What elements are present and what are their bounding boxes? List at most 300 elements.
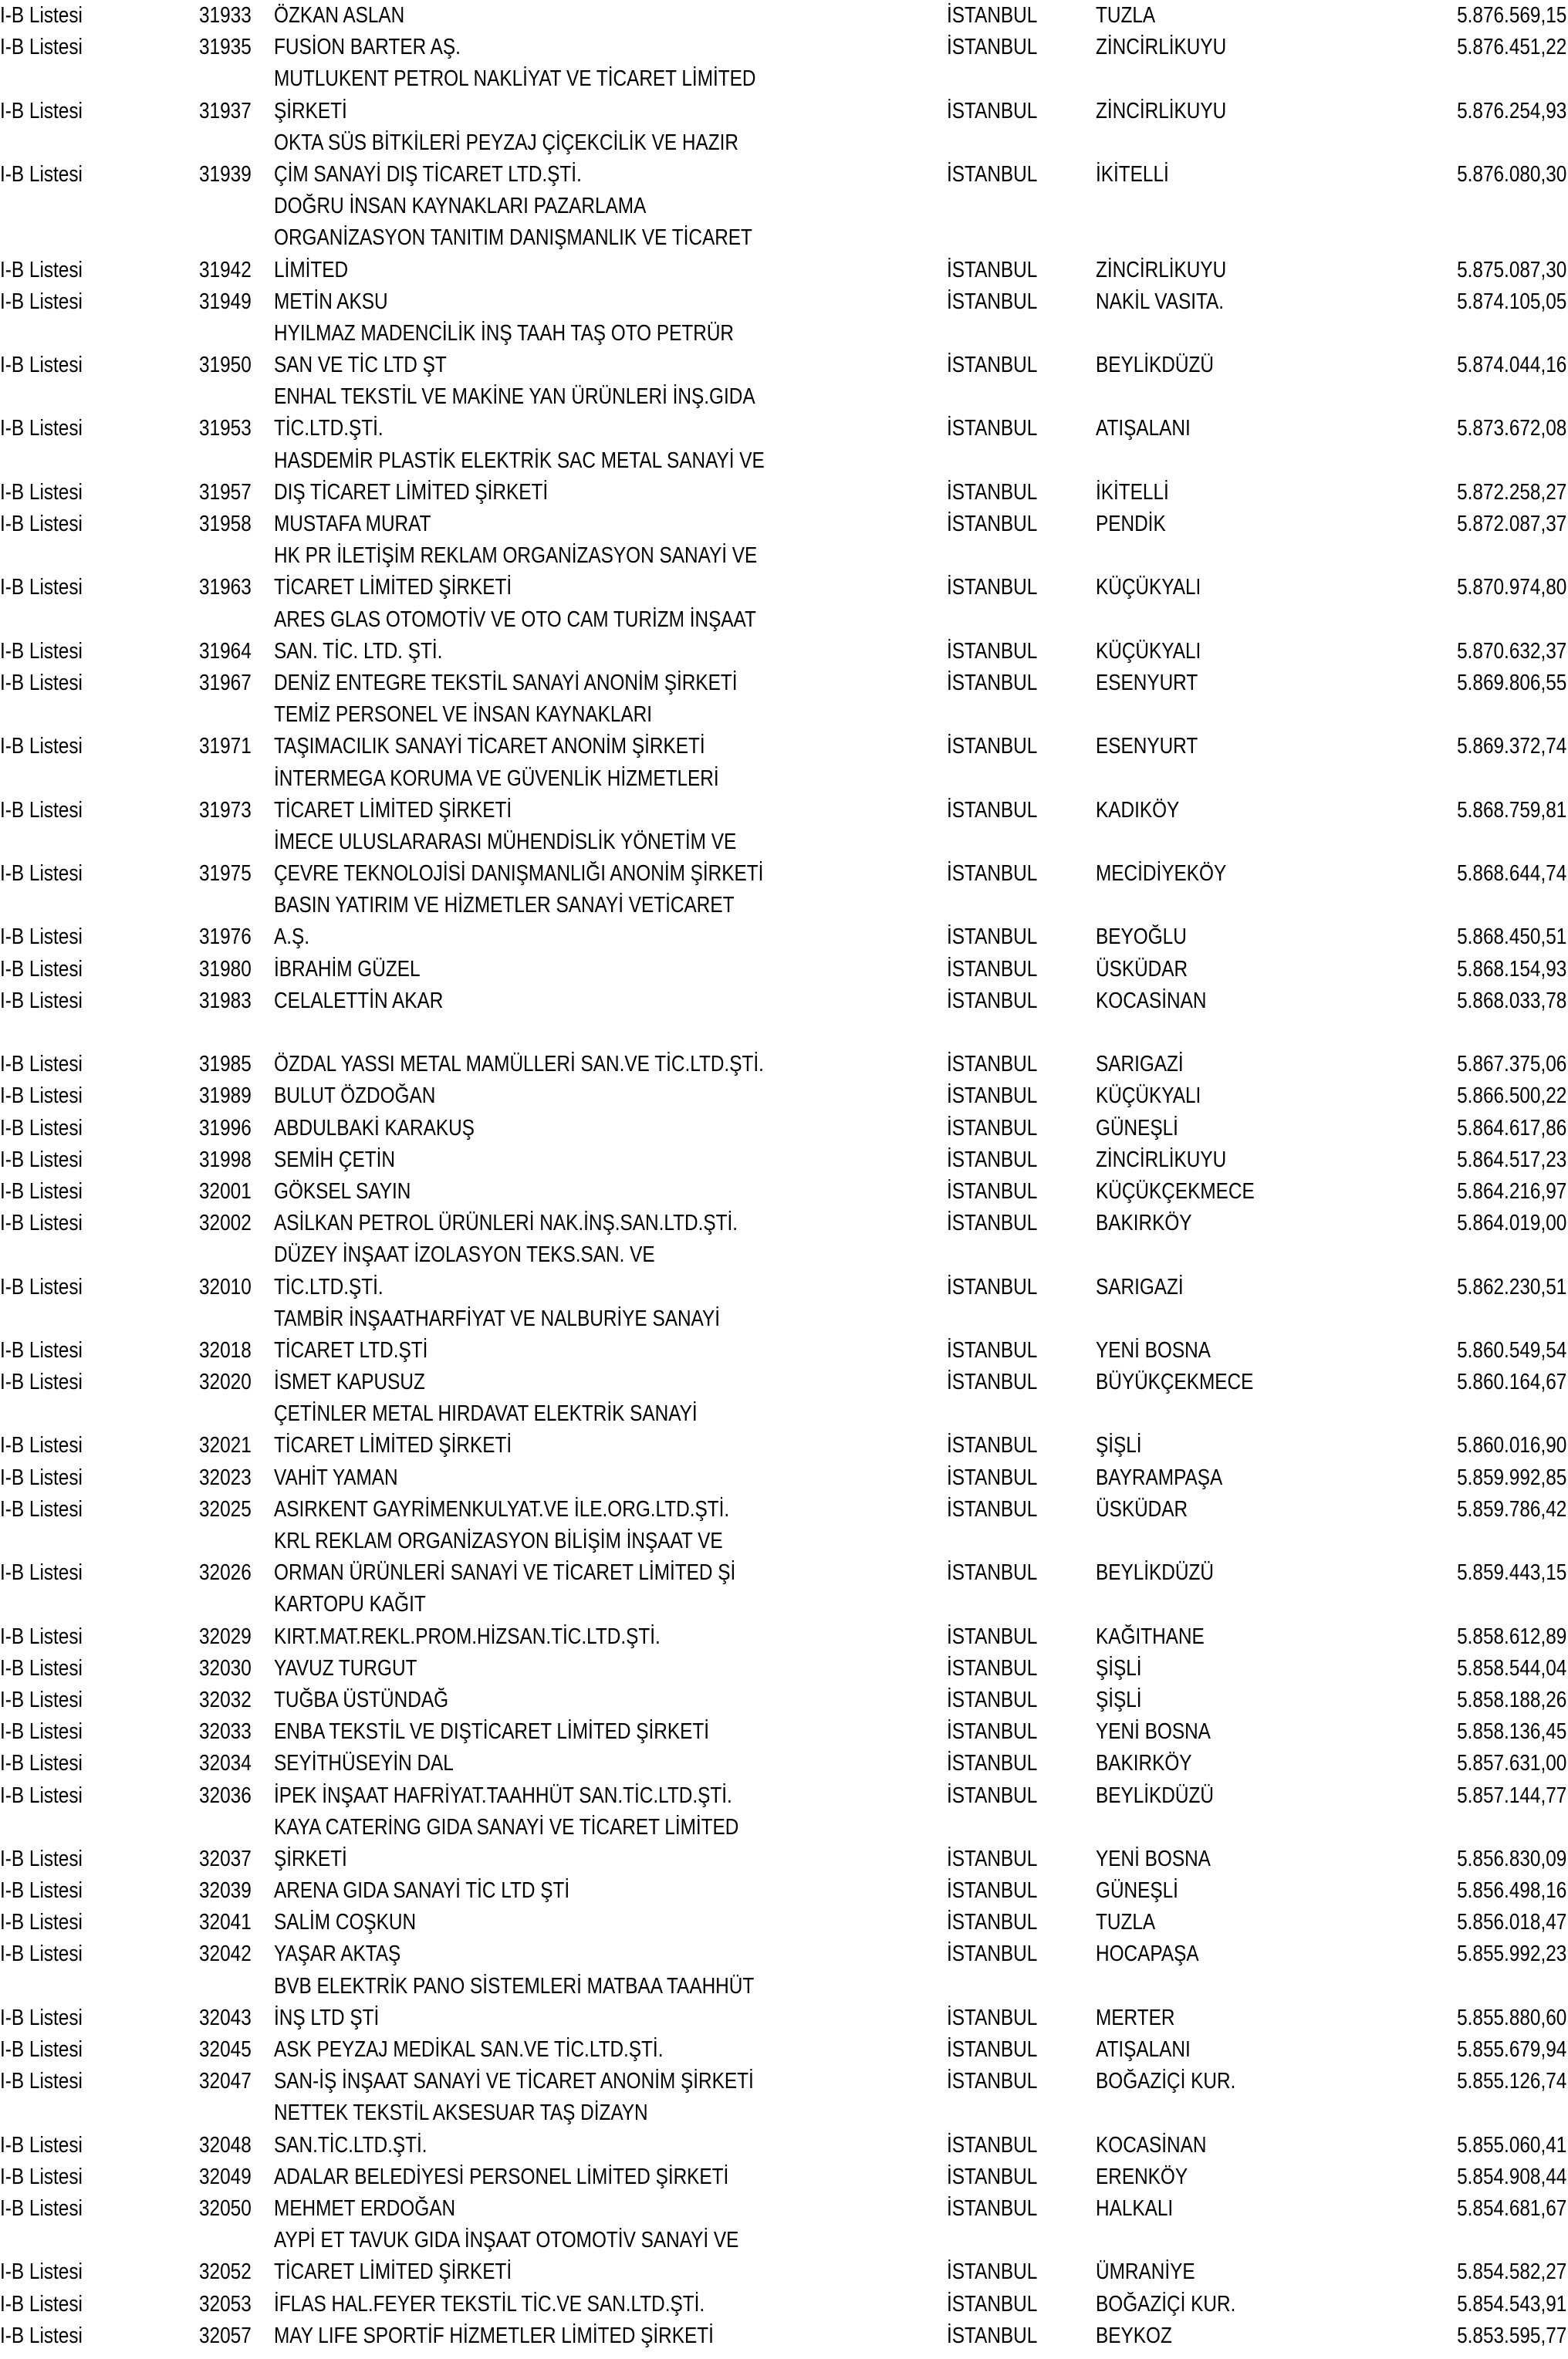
list-label: I-B Listesi: [0, 2037, 83, 2062]
table-row: [0, 540, 1568, 603]
record-main-line: [0, 286, 1568, 318]
record-main-line: [0, 2130, 1568, 2161]
record-number: 31976: [199, 924, 252, 950]
company-name: SAN.TİC.LTD.ŞTİ.: [274, 2132, 427, 2158]
company-name: DENİZ ENTEGRE TEKSTİL SANAYİ ANONİM ŞİRKETİ: [274, 670, 738, 695]
table-row: [0, 445, 1568, 509]
list-label: I-B Listesi: [0, 1751, 83, 1776]
list-label: I-B Listesi: [0, 988, 83, 1013]
city: İSTANBUL: [947, 1147, 1038, 1172]
record-main-line: [0, 0, 1568, 32]
record-main-line: [0, 1875, 1568, 1907]
city: İSTANBUL: [947, 2259, 1038, 2285]
list-label: I-B Listesi: [0, 2323, 83, 2348]
district: BÜYÜKÇEKMECE: [1096, 1370, 1254, 1395]
record-main-line: [0, 858, 1568, 890]
city: İSTANBUL: [947, 1751, 1038, 1776]
record-main-line: [0, 1748, 1568, 1779]
district: BEYLİKDÜZÜ: [1096, 353, 1214, 378]
company-name-continuation: [0, 1239, 1568, 1271]
record-number: 32043: [199, 2005, 252, 2030]
record-number: 31996: [199, 1115, 252, 1141]
record-number: 32036: [199, 1783, 252, 1808]
list-label: I-B Listesi: [0, 2005, 83, 2030]
company-name-part: İNTERMEGA KORUMA VE GÜVENLİK HİZMETLERİ: [274, 765, 719, 791]
record-number: 31933: [199, 3, 252, 28]
company-name: MEHMET ERDOĞAN: [274, 2195, 456, 2221]
record-number: 32018: [199, 1337, 252, 1363]
list-label: I-B Listesi: [0, 416, 83, 441]
list-label: I-B Listesi: [0, 512, 83, 536]
list-label: I-B Listesi: [0, 1942, 83, 1967]
record-number: 32026: [199, 1560, 252, 1586]
list-label: I-B Listesi: [0, 734, 83, 759]
table-row: [0, 1938, 1568, 1970]
record-number: 31971: [199, 734, 252, 759]
table-row: [0, 1303, 1568, 1367]
record-main-line: [0, 1462, 1568, 1494]
table-row: [0, 699, 1568, 762]
list-label: I-B Listesi: [0, 1115, 83, 1141]
amount: 5.860.164,67: [1456, 1370, 1566, 1395]
record-main-line: [0, 572, 1568, 603]
record-main-line: [0, 1557, 1568, 1589]
district: ATIŞALANI: [1096, 416, 1191, 441]
district: TUZLA: [1096, 1910, 1156, 1935]
company-name-continuation: [0, 1526, 1568, 1557]
table-row: [0, 2034, 1568, 2066]
table-row: [0, 1367, 1568, 1398]
list-label: I-B Listesi: [0, 1624, 83, 1649]
city: İSTANBUL: [947, 353, 1038, 378]
company-name-part: ARES GLAS OTOMOTİV VE OTO CAM TURİZM İNŞAAT: [274, 607, 756, 632]
list-label: I-B Listesi: [0, 257, 83, 282]
district: SARIGAZİ: [1096, 1274, 1184, 1299]
city: İSTANBUL: [947, 416, 1038, 441]
list-label: I-B Listesi: [0, 670, 83, 695]
record-number: 32049: [199, 2164, 252, 2189]
city: İSTANBUL: [947, 1337, 1038, 1363]
company-name: A.Ş.: [274, 924, 310, 950]
city: İSTANBUL: [947, 2164, 1038, 2189]
table-row: [0, 1494, 1568, 1526]
city: İSTANBUL: [947, 3, 1038, 28]
company-name-continuation: [0, 1589, 1568, 1621]
table-row: [0, 1812, 1568, 1875]
list-label: I-B Listesi: [0, 98, 83, 123]
city: İSTANBUL: [947, 35, 1038, 60]
company-name-part: OKTA SÜS BİTKİLERİ PEYZAJ ÇİÇEKCİLİK VE HAZIR: [274, 130, 738, 155]
city: İSTANBUL: [947, 2291, 1038, 2317]
record-main-line: [0, 636, 1568, 667]
city: İSTANBUL: [947, 1846, 1038, 1871]
amount: 5.864.019,00: [1456, 1211, 1566, 1236]
company-name: ŞİRKETİ: [274, 1846, 347, 1871]
table-row: [0, 1239, 1568, 1303]
record-main-line: [0, 921, 1568, 953]
district: BAYRAMPAŞA: [1096, 1465, 1223, 1490]
list-label: I-B Listesi: [0, 1337, 83, 1363]
table-row: [0, 1685, 1568, 1716]
record-number: 31937: [199, 98, 252, 123]
record-number: 32021: [199, 1433, 252, 1458]
company-name: ORMAN ÜRÜNLERİ SANAYİ VE TİCARET LİMİTED Şİ: [274, 1560, 736, 1586]
list-label: I-B Listesi: [0, 1719, 83, 1745]
list-label: I-B Listesi: [0, 1433, 83, 1458]
company-name: LİMİTED: [274, 257, 349, 282]
district: KADIKÖY: [1096, 797, 1180, 823]
city: İSTANBUL: [947, 1783, 1038, 1808]
table-row: [0, 1398, 1568, 1462]
record-main-line: [0, 1780, 1568, 1812]
city: İSTANBUL: [947, 1465, 1038, 1490]
table-row: [0, 1526, 1568, 1589]
company-name: ENBA TEKSTİL VE DIŞTİCARET LİMİTED ŞİRKETİ: [274, 1719, 710, 1745]
record-number: 32029: [199, 1624, 252, 1649]
company-name-continuation: [0, 2225, 1568, 2256]
record-main-line: [0, 985, 1568, 1017]
amount: 5.876.569,15: [1456, 3, 1566, 28]
district: ÜSKÜDAR: [1096, 1496, 1188, 1522]
amount: 5.874.105,05: [1456, 289, 1566, 314]
company-name: TİCARET LİMİTED ŞİRKETİ: [274, 1433, 512, 1458]
city: İSTANBUL: [947, 1274, 1038, 1299]
table-row: [0, 1462, 1568, 1494]
table-row: [0, 1875, 1568, 1907]
amount: 5.864.517,23: [1456, 1147, 1566, 1172]
record-number: 31989: [199, 1083, 252, 1109]
district: ÜMRANİYE: [1096, 2259, 1195, 2285]
amount: 5.860.016,90: [1456, 1433, 1566, 1458]
company-name-part: HYILMAZ MADENCİLİK İNŞ TAAH TAŞ OTO PETRÜR: [274, 320, 735, 346]
company-name-continuation: [0, 1398, 1568, 1430]
amount: 5.866.500,22: [1456, 1083, 1566, 1109]
city: İSTANBUL: [947, 257, 1038, 282]
record-main-line: [0, 2066, 1568, 2097]
company-name-part: ORGANİZASYON TANITIM DANIŞMANLIK VE TİCARET: [274, 225, 752, 251]
company-name: VAHİT YAMAN: [274, 1465, 398, 1490]
district: KOCASİNAN: [1096, 988, 1207, 1013]
list-label: I-B Listesi: [0, 2291, 83, 2317]
table-row: [0, 32, 1568, 63]
district: KÜÇÜKYALI: [1096, 638, 1201, 664]
amount: 5.873.672,08: [1456, 416, 1566, 441]
record-main-line: [0, 1080, 1568, 1112]
list-label: I-B Listesi: [0, 1687, 83, 1712]
district: ŞİŞLİ: [1096, 1655, 1142, 1681]
company-name: İNŞ LTD ŞTİ: [274, 2005, 380, 2030]
amount: 5.856.018,47: [1456, 1910, 1566, 1935]
city: İSTANBUL: [947, 956, 1038, 982]
list-label: I-B Listesi: [0, 1147, 83, 1172]
city: İSTANBUL: [947, 1910, 1038, 1935]
record-main-line: [0, 413, 1568, 444]
record-main-line: [0, 350, 1568, 381]
record-number: 31985: [199, 1052, 252, 1077]
company-name: TAŞIMACILIK SANAYİ TİCARET ANONİM ŞİRKETİ: [274, 734, 705, 759]
district: KÜÇÜKÇEKMECE: [1096, 1178, 1255, 1204]
record-number: 31975: [199, 861, 252, 887]
city: İSTANBUL: [947, 2005, 1038, 2030]
city: İSTANBUL: [947, 1687, 1038, 1712]
city: İSTANBUL: [947, 98, 1038, 123]
amount: 5.855.880,60: [1456, 2005, 1566, 2030]
district: BEYLİKDÜZÜ: [1096, 1560, 1214, 1586]
record-number: 32052: [199, 2259, 252, 2285]
record-number: 31957: [199, 479, 252, 505]
city: İSTANBUL: [947, 1560, 1038, 1586]
amount: 5.855.679,94: [1456, 2037, 1566, 2062]
company-name: TUĞBA ÜSTÜNDAĞ: [274, 1687, 449, 1712]
list-label: I-B Listesi: [0, 479, 83, 505]
record-number: 32048: [199, 2132, 252, 2158]
amount: 5.870.974,80: [1456, 575, 1566, 600]
record-main-line: [0, 32, 1568, 63]
amount: 5.855.126,74: [1456, 2069, 1566, 2094]
city: İSTANBUL: [947, 161, 1038, 187]
list-label: I-B Listesi: [0, 2132, 83, 2158]
table-row: [0, 1144, 1568, 1176]
city: İSTANBUL: [947, 289, 1038, 314]
table-row: [0, 2225, 1568, 2288]
record-number: 32037: [199, 1846, 252, 1871]
company-name: İPEK İNŞAAT HAFRİYAT.TAAHHÜT SAN.TİC.LTD.ŞTİ.: [274, 1783, 732, 1808]
company-name: SALİM COŞKUN: [274, 1910, 417, 1935]
table-row: [0, 0, 1568, 32]
table-row: [0, 763, 1568, 826]
list-label: I-B Listesi: [0, 1878, 83, 1904]
record-main-line: [0, 1113, 1568, 1144]
district: İKİTELLİ: [1096, 479, 1169, 505]
company-name: ÇEVRE TEKNOLOJİSİ DANIŞMANLIĞI ANONİM ŞİRKETİ: [274, 861, 764, 887]
record-main-line: [0, 731, 1568, 762]
table-row: [0, 127, 1568, 191]
table-row: [0, 667, 1568, 699]
amount: 5.857.631,00: [1456, 1751, 1566, 1776]
record-main-line: [0, 1335, 1568, 1367]
record-main-line: [0, 2161, 1568, 2193]
record-number: 31942: [199, 257, 252, 282]
table-row: [0, 1907, 1568, 1938]
company-name: TİCARET LİMİTED ŞİRKETİ: [274, 575, 512, 600]
list-label: I-B Listesi: [0, 638, 83, 664]
city: İSTANBUL: [947, 1942, 1038, 1967]
city: İSTANBUL: [947, 2069, 1038, 2094]
table-row: [0, 2066, 1568, 2097]
company-name: TİC.LTD.ŞTİ.: [274, 1274, 384, 1299]
company-name-part: KARTOPU KAĞIT: [274, 1592, 426, 1617]
district: ATIŞALANI: [1096, 2037, 1191, 2062]
table-row: [0, 2161, 1568, 2193]
city: İSTANBUL: [947, 638, 1038, 664]
list-label: I-B Listesi: [0, 2259, 83, 2285]
record-number: 31950: [199, 353, 252, 378]
record-main-line: [0, 2289, 1568, 2320]
table-row: [0, 954, 1568, 985]
table-row: [0, 1049, 1568, 1080]
company-name-continuation: [0, 699, 1568, 731]
record-main-line: [0, 1208, 1568, 1239]
city: İSTANBUL: [947, 2037, 1038, 2062]
city: İSTANBUL: [947, 861, 1038, 887]
company-name-continuation: [0, 318, 1568, 350]
district: YENİ BOSNA: [1096, 1846, 1211, 1871]
district: PENDİK: [1096, 512, 1166, 536]
district: ZİNCİRLİKUYU: [1096, 1147, 1227, 1172]
district: YENİ BOSNA: [1096, 1337, 1211, 1363]
district: HOCAPAŞA: [1096, 1942, 1199, 1967]
record-number: 32020: [199, 1370, 252, 1395]
amount: 5.855.992,23: [1456, 1942, 1566, 1967]
record-number: 31967: [199, 670, 252, 695]
table-row: [0, 2097, 1568, 2161]
amount: 5.859.786,42: [1456, 1496, 1566, 1522]
city: İSTANBUL: [947, 924, 1038, 950]
amount: 5.875.087,30: [1456, 257, 1566, 282]
record-number: 32023: [199, 1465, 252, 1490]
district: HALKALI: [1096, 2195, 1174, 2221]
company-name: SEYİTHÜSEYİN DAL: [274, 1751, 454, 1776]
district: İKİTELLİ: [1096, 161, 1169, 187]
district: ZİNCİRLİKUYU: [1096, 35, 1227, 60]
company-name: ADALAR BELEDİYESİ PERSONEL LİMİTED ŞİRKETİ: [274, 2164, 729, 2189]
district: ESENYURT: [1096, 734, 1198, 759]
district: ESENYURT: [1096, 670, 1198, 695]
record-number: 32041: [199, 1910, 252, 1935]
company-name: İSMET KAPUSUZ: [274, 1370, 425, 1395]
list-label: I-B Listesi: [0, 1178, 83, 1204]
record-number: 32057: [199, 2323, 252, 2348]
city: İSTANBUL: [947, 1655, 1038, 1681]
company-name: ABDULBAKİ KARAKUŞ: [274, 1115, 475, 1141]
amount: 5.854.582,27: [1456, 2259, 1566, 2285]
district: GÜNEŞLİ: [1096, 1878, 1178, 1904]
company-name-part: MUTLUKENT PETROL NAKLİYAT VE TİCARET LİMİTED: [274, 66, 756, 92]
list-label: I-B Listesi: [0, 1783, 83, 1808]
amount: 5.876.254,93: [1456, 98, 1566, 123]
amount: 5.856.498,16: [1456, 1878, 1566, 1904]
record-number: 32025: [199, 1496, 252, 1522]
record-number: 31998: [199, 1147, 252, 1172]
record-main-line: [0, 255, 1568, 286]
record-number: 31953: [199, 416, 252, 441]
company-name: MAY LIFE SPORTİF HİZMETLER LİMİTED ŞİRKETİ: [274, 2323, 714, 2348]
company-name: ÇİM SANAYİ DIŞ TİCARET LTD.ŞTİ.: [274, 161, 582, 187]
record-number: 31935: [199, 35, 252, 60]
amount: 5.855.060,41: [1456, 2132, 1566, 2158]
amount: 5.858.136,45: [1456, 1719, 1566, 1745]
table-row: [0, 63, 1568, 127]
record-number: 32050: [199, 2195, 252, 2221]
amount: 5.854.908,44: [1456, 2164, 1566, 2189]
district: BEYLİKDÜZÜ: [1096, 1783, 1214, 1808]
list-label: I-B Listesi: [0, 1846, 83, 1871]
district: NAKİL VASITA.: [1096, 289, 1225, 314]
amount: 5.872.258,27: [1456, 479, 1566, 505]
table-row: [0, 890, 1568, 953]
record-main-line: [0, 667, 1568, 699]
table-row: [0, 286, 1568, 318]
company-name: YAŞAR AKTAŞ: [274, 1942, 401, 1967]
table-row: [0, 1748, 1568, 1779]
amount: 5.858.612,89: [1456, 1624, 1566, 1649]
city: İSTANBUL: [947, 1083, 1038, 1109]
record-main-line: [0, 795, 1568, 826]
record-number: 31958: [199, 512, 252, 536]
table-row: [0, 509, 1568, 540]
district: BOĞAZİÇİ KUR.: [1096, 2069, 1236, 2094]
amount: 5.858.188,26: [1456, 1687, 1566, 1712]
table-row: [0, 2193, 1568, 2225]
company-name-continuation: [0, 381, 1568, 413]
amount: 5.864.216,97: [1456, 1178, 1566, 1204]
company-name: TİCARET LİMİTED ŞİRKETİ: [274, 797, 512, 823]
record-number: 32010: [199, 1274, 252, 1299]
table-row: [0, 1589, 1568, 1652]
company-name-continuation: [0, 890, 1568, 921]
company-name: ASİLKAN PETROL ÜRÜNLERİ NAK.İNŞ.SAN.LTD.ŞTİ.: [274, 1211, 738, 1236]
amount: 5.862.230,51: [1456, 1274, 1566, 1299]
list-label: I-B Listesi: [0, 3, 83, 28]
table-row: [0, 985, 1568, 1017]
district: BAKIRKÖY: [1096, 1751, 1192, 1776]
record-main-line: [0, 96, 1568, 127]
record-main-line: [0, 1430, 1568, 1462]
list-label: I-B Listesi: [0, 161, 83, 187]
record-number: 31973: [199, 797, 252, 823]
record-main-line: [0, 1176, 1568, 1208]
list-label: I-B Listesi: [0, 1211, 83, 1236]
company-name-continuation: [0, 2097, 1568, 2129]
record-number: 31964: [199, 638, 252, 664]
list-label: I-B Listesi: [0, 1052, 83, 1077]
city: İSTANBUL: [947, 2132, 1038, 2158]
record-main-line: [0, 2034, 1568, 2066]
record-number: 31980: [199, 956, 252, 982]
list-label: I-B Listesi: [0, 2069, 83, 2094]
company-name: İFLAS HAL.FEYER TEKSTİL TİC.VE SAN.LTD.ŞTİ.: [274, 2291, 705, 2317]
city: İSTANBUL: [947, 479, 1038, 505]
city: İSTANBUL: [947, 512, 1038, 536]
district: KAĞITHANE: [1096, 1624, 1205, 1649]
district: ZİNCİRLİKUYU: [1096, 98, 1227, 123]
amount: 5.869.806,55: [1456, 670, 1566, 695]
amount: 5.859.992,85: [1456, 1465, 1566, 1490]
district: SARIGAZİ: [1096, 1052, 1184, 1077]
company-name-continuation: [0, 763, 1568, 795]
district: KÜÇÜKYALI: [1096, 1083, 1201, 1109]
table-row: [0, 1780, 1568, 1812]
city: İSTANBUL: [947, 670, 1038, 695]
company-name: SEMİH ÇETİN: [274, 1147, 396, 1172]
city: İSTANBUL: [947, 2323, 1038, 2348]
city: İSTANBUL: [947, 1115, 1038, 1141]
list-label: I-B Listesi: [0, 1274, 83, 1299]
record-main-line: [0, 2193, 1568, 2225]
record-number: 32045: [199, 2037, 252, 2062]
district: ÜSKÜDAR: [1096, 956, 1188, 982]
record-main-line: [0, 1685, 1568, 1716]
table-row: [0, 1716, 1568, 1748]
amount: 5.854.681,67: [1456, 2195, 1566, 2221]
company-name: BULUT ÖZDOĞAN: [274, 1083, 436, 1109]
city: İSTANBUL: [947, 1719, 1038, 1745]
record-number: 32034: [199, 1751, 252, 1776]
list-label: I-B Listesi: [0, 797, 83, 823]
list-label: I-B Listesi: [0, 861, 83, 887]
list-label: I-B Listesi: [0, 1655, 83, 1681]
record-number: 32001: [199, 1178, 252, 1204]
